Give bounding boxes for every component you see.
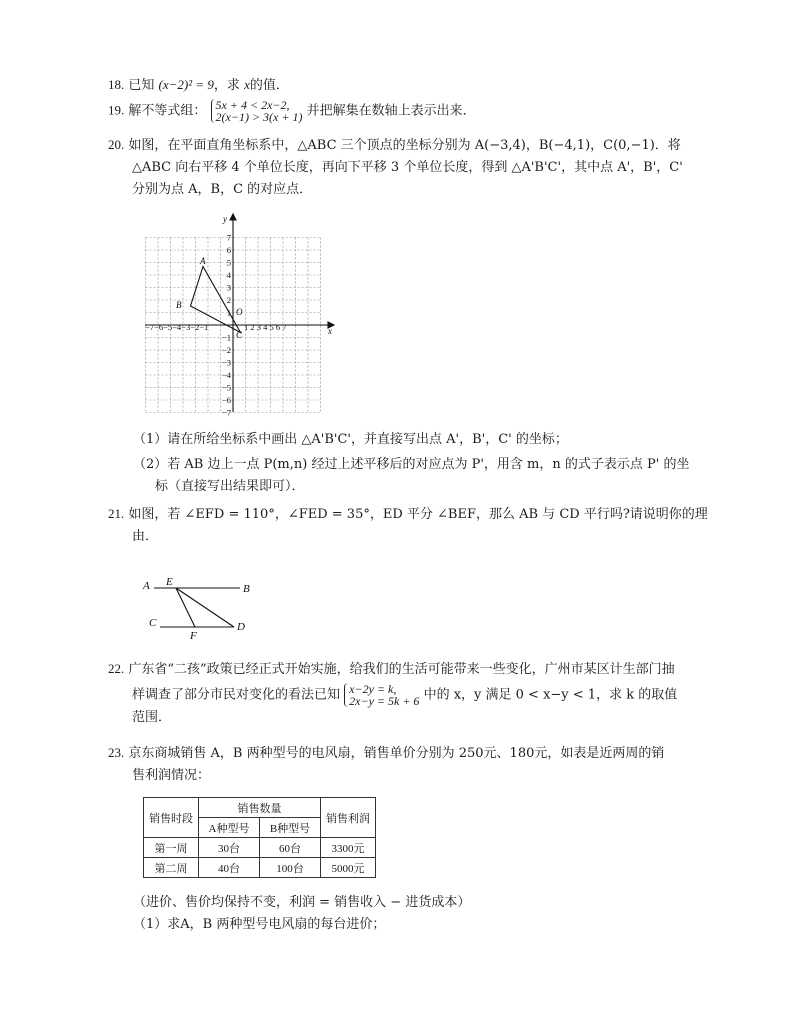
y-tick-label: −2 [221,345,231,355]
y-tick-label: −4 [221,370,231,380]
y-tick-label: 7 [226,232,231,243]
cell-a: 30台 [199,838,260,858]
q23-part-1: （1）求A，B 两种型号电风扇的每台进价； [133,917,386,932]
cell-profit: 5000元 [321,858,376,878]
table-row [144,838,376,858]
q20-part-1: （1）请在所给坐标系中画出 △A'B'C'，并直接写出点 A'，B'，C' 的坐标； [133,432,568,447]
equation: (x−2)² = 9 [158,77,214,92]
y-tick-label: 1 [226,307,231,318]
text: ，求 [213,78,240,93]
question-18 [108,74,708,97]
question-number: 18. [108,77,125,92]
segment-ed [176,588,234,627]
equation-system [344,683,419,707]
text: 如图，在平面直角坐标系中，△ABC 三个顶点的坐标分别为 A(−3,4)，B(−4,1)，C(0,−1)．将 [128,138,681,153]
text: 由． [132,529,159,544]
text: 解不等式组： [128,103,207,119]
question-22 [108,658,708,729]
header-type-b: B种型号 [260,818,321,838]
question-number: 20. [108,137,125,152]
text: 如图，若 ∠EFD = 110°，∠FED = 35°，ED 平分 ∠BEF，那么 AB 与 CD 平行吗?请说明你的理 [128,507,708,522]
inequality-system [211,99,303,123]
text: 广东省“二孩”政策已经正式开始实施，给我们的生活可能带来一些变化，广州市某区计生部门抽 [128,662,675,677]
question-21 [108,503,708,548]
question-20 [108,134,708,201]
text: 并把解集在数轴上表示出来． [306,103,476,119]
text: 中的 x，y 满足 0 < x−y < 1，求 k 的取值 [423,687,678,703]
point-c-label: C [236,330,243,340]
text: 分别为点 A，B，C 的对应点． [132,182,313,197]
cell-profit: 3300元 [321,838,376,858]
y-axis-label: y [223,214,227,224]
coordinate-grid-figure [140,212,340,420]
inequality-2: 2(x−1) > 3(x + 1) [215,110,303,124]
question-number: 22. [108,661,125,676]
inequality-1: 5x + 4 < 2x−2, [215,98,290,112]
question-number: 19. [108,102,125,118]
label-d: D [237,621,245,633]
text: 的值． [249,78,289,93]
x-negative-tick-labels: −7−6−5−4−3−2−1 [145,322,209,332]
text: 样调查了部分市民对变化的看法已知 [132,687,341,703]
cell-period: 第一周 [144,838,199,858]
cell-a: 40台 [199,858,260,878]
point-a-label: A [200,256,206,266]
text: 已知 [128,78,155,93]
y-tick-label: 2 [226,295,231,305]
text: 售利润情况： [132,768,211,783]
q23-note: （进价、售价均保持不变，利润 = 销售收入 − 进货成本） [133,895,471,910]
label-e: E [166,576,173,588]
label-b: B [243,583,250,595]
origin-label: O [236,307,243,317]
label-a: A [143,580,150,592]
parallel-lines-figure [140,572,260,642]
sales-table [143,797,376,878]
equation-1: x−2y = k, [349,682,397,696]
question-number: 23. [108,745,125,760]
y-tick-label: 4 [226,270,231,280]
text: 京东商城销售 A，B 两种型号的电风扇，销售单价分别为 250元、180元，如表是近两周的销 [128,746,665,761]
x-axis-label: x [328,326,332,336]
equation-2: 2x−y = 5k + 6 [349,694,420,708]
y-tick-label: −1 [221,332,231,343]
y-tick-label: −5 [221,382,231,393]
question-19 [108,99,708,123]
header-profit: 销售利润 [321,798,376,838]
cell-period: 第二周 [144,858,199,878]
q20-part-2: （2）若 AB 边上一点 P(m,n) 经过上述平移后的对应点为 P'，用含 m，n 的式子表示点 P' 的坐 [133,457,690,472]
header-type-a: A种型号 [199,818,260,838]
header-period: 销售时段 [144,798,199,838]
header-quantity: 销售数量 [199,798,321,818]
table-row [144,858,376,878]
variable: x [244,77,250,92]
label-f: F [190,630,197,642]
y-tick-label: 5 [226,257,231,268]
q20-part-2-cont: 标（直接写出结果即可）． [155,479,305,494]
text: △ABC 向右平移 4 个单位长度，再向下平移 3 个单位长度，得到 △A'B'C'，其中点 A'，B'，C' [132,160,683,175]
y-tick-label: −3 [221,357,231,368]
cell-b: 100台 [260,858,321,878]
y-tick-label: 3 [226,282,231,293]
cell-b: 60台 [260,838,321,858]
sales-table-wrap [143,797,376,878]
text: 范围． [132,710,172,725]
x-positive-tick-labels: 1 2 3 4 5 6 7 [244,322,287,332]
y-tick-label: −7 [221,407,231,418]
point-b-label: B [176,300,182,310]
y-axis-arrow [230,214,236,220]
y-tick-label: 6 [226,245,231,255]
question-number: 21. [108,506,125,521]
y-tick-label: −6 [221,395,231,405]
question-23 [108,742,708,787]
label-c: C [149,617,157,629]
